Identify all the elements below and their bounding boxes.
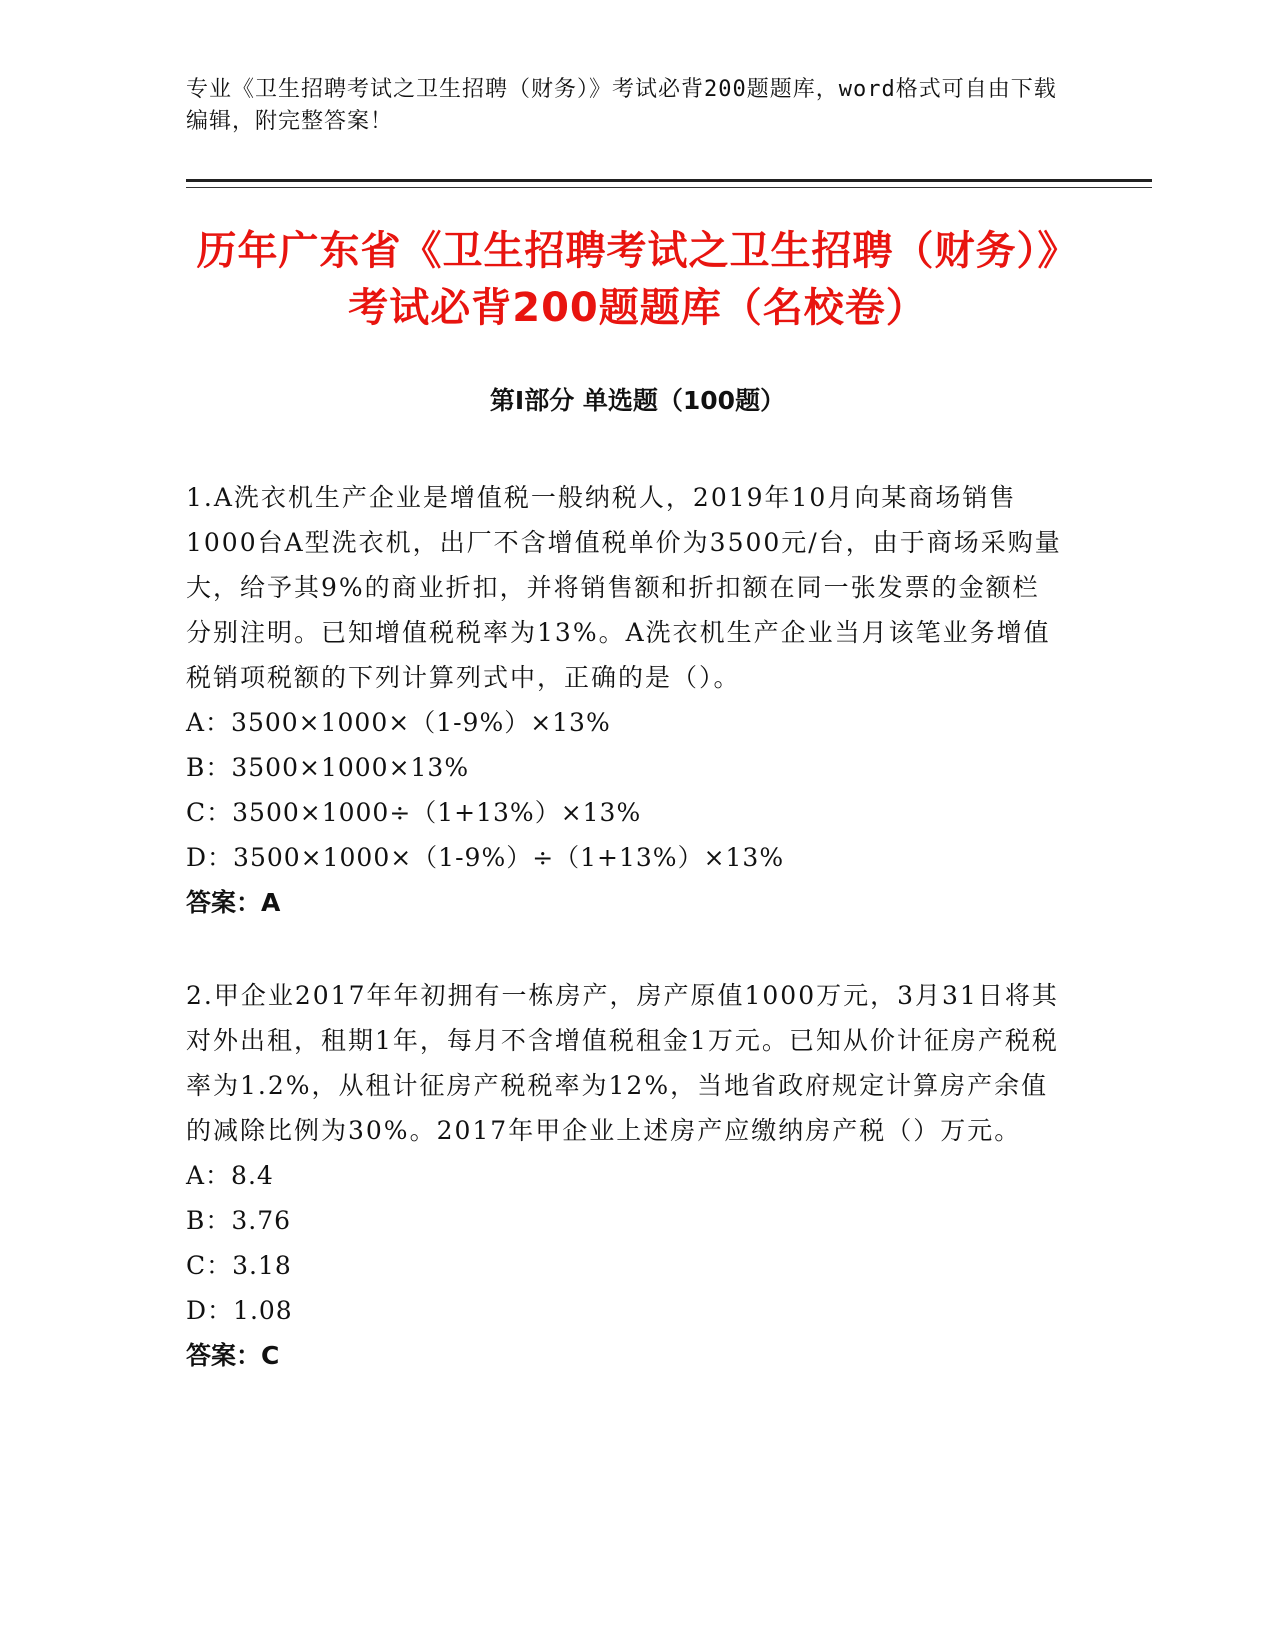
question-1: [186, 475, 1066, 925]
header-note: 专业《卫生招聘考试之卫生招聘（财务）》考试必背200题题库，word格式可自由下载编辑，附完整答案！: [186, 77, 1057, 134]
header-divider-thick: [186, 179, 1152, 182]
option-a: A：3500×1000×（1-9%）×13%: [186, 708, 611, 737]
option-d: D：1.08: [186, 1296, 293, 1325]
section-heading: 第Ⅰ部分 单选题（100题）: [489, 386, 786, 415]
header-divider-thin: [186, 187, 1152, 188]
question-2: [186, 973, 1066, 1378]
answer-line: 答案：C: [186, 1341, 280, 1370]
option-a: A：8.4: [186, 1161, 274, 1190]
document-title: 历年广东省《卫生招聘考试之卫生招聘（财务）》考试必背200题题库（名校卷）: [196, 228, 1079, 331]
option-b: B：3.76: [186, 1206, 292, 1235]
option-c: C：3.18: [186, 1251, 292, 1280]
question-stem: 2.甲企业2017年年初拥有一栋房产，房产原值1000万元，3月31日将其对外出租，租期1年，每月不含增值税租金1万元。已知从价计征房产税税率为1.2%，从租计征房产税税率为12%，当地省政府规定计算房产余值的减除比例为30%。2017年甲企业上述房产应缴纳房产税（）万元。: [186, 981, 1059, 1145]
option-c: C：3500×1000÷（1+13%）×13%: [186, 798, 642, 827]
option-b: B：3500×1000×13%: [186, 753, 470, 782]
answer-line: 答案：A: [186, 888, 281, 917]
question-stem: 1.A洗衣机生产企业是增值税一般纳税人，2019年10月向某商场销售1000台A型洗衣机，出厂不含增值税单价为3500元/台，由于商场采购量大，给予其9%的商业折扣，并将销售额和折扣额在同一张发票的金额栏分别注明。已知增值税税率为13%。A洗衣机生产企业当月该笔业务增值税销项税额的下列计算列式中，正确的是（）。: [186, 483, 1062, 692]
option-d: D：3500×1000×（1-9%）÷（1+13%）×13%: [186, 843, 785, 872]
